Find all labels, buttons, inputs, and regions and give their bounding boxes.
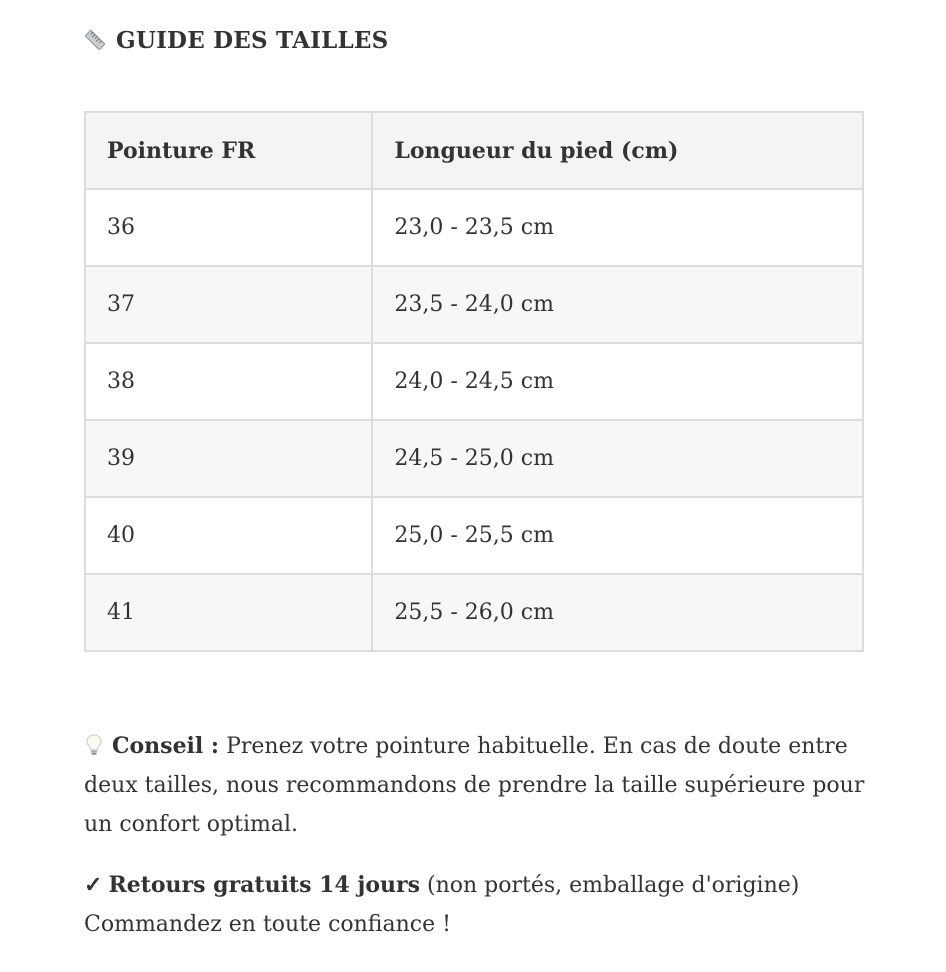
table-row <box>85 497 863 574</box>
tip-text: Prenez votre pointure habituelle. En cas de doute entre deux tailles, nous recommandons de prendre la taille supérieure pour un confort optimal. <box>84 734 865 837</box>
size-cell: 37 <box>85 266 372 343</box>
length-cell: 25,5 - 26,0 cm <box>372 574 863 651</box>
size-guide-heading <box>84 22 388 58</box>
length-cell: 24,0 - 24,5 cm <box>372 343 863 420</box>
length-cell: 25,0 - 25,5 cm <box>372 497 863 574</box>
tip-label: Conseil : <box>112 733 220 759</box>
size-cell: 40 <box>85 497 372 574</box>
size-cell: 36 <box>85 189 372 266</box>
length-cell: 23,5 - 24,0 cm <box>372 266 863 343</box>
size-cell: 39 <box>85 420 372 497</box>
size-guide-title: GUIDE DES TAILLES <box>116 26 389 54</box>
table-row <box>85 420 863 497</box>
table-row <box>85 189 863 266</box>
returns-detail: (non portés, emballage d'origine) <box>427 873 800 898</box>
lightbulb-icon <box>84 731 104 755</box>
ruler-icon <box>84 29 106 51</box>
length-cell: 24,5 - 25,0 cm <box>372 420 863 497</box>
returns-label: Retours gratuits 14 jours <box>108 872 421 898</box>
table-header-row <box>85 112 863 189</box>
length-cell: 23,0 - 23,5 cm <box>372 189 863 266</box>
table-row <box>85 343 863 420</box>
fit-tip <box>84 727 874 844</box>
table-row <box>85 574 863 651</box>
returns-info <box>84 866 874 944</box>
size-table <box>84 111 864 652</box>
size-cell: 38 <box>85 343 372 420</box>
column-header-foot-length: Longueur du pied (cm) <box>372 112 863 189</box>
check-icon: ✓ <box>84 872 103 898</box>
confidence-text: Commandez en toute confiance ! <box>84 912 451 937</box>
table-row <box>85 266 863 343</box>
size-cell: 41 <box>85 574 372 651</box>
column-header-size: Pointure FR <box>85 112 372 189</box>
